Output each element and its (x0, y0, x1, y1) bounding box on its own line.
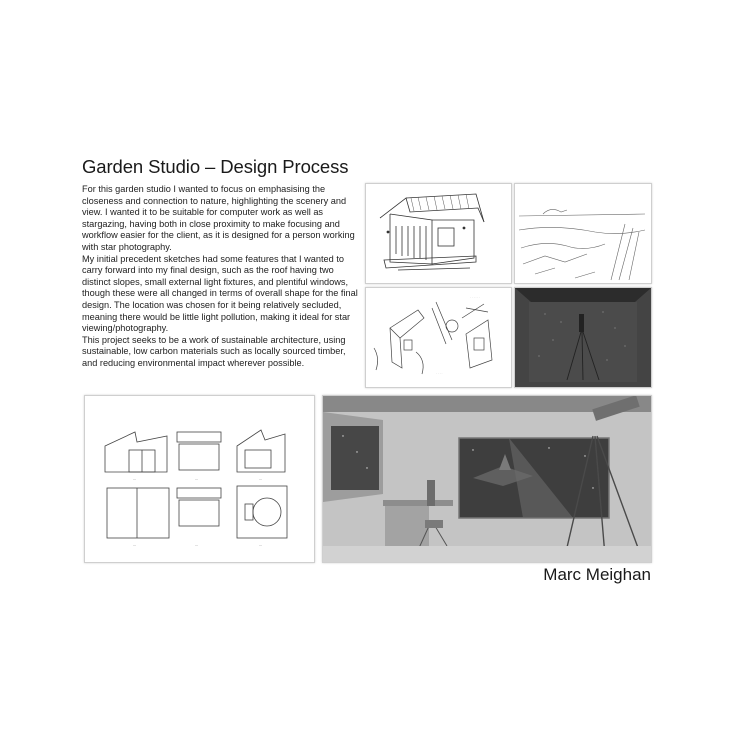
page-title: Garden Studio – Design Process (82, 156, 349, 177)
paragraph-intro: For this garden studio I wanted to focus on emphasising the closeness and connection to nature, highlighting the scenery and view. I wanted it to be suitable for computer work as well as stargazing, having both in close proximity to make focusing and workflow easier for the client, as it is designed for a person working with star photography. (82, 184, 355, 252)
svg-text:—: — (195, 543, 198, 547)
svg-text:—: — (133, 543, 136, 547)
landscape-sketch-image (514, 183, 652, 284)
svg-text:· · · ·: · · · · (436, 371, 443, 375)
author-signature: Marc Meighan (543, 565, 651, 584)
svg-text:—: — (133, 477, 136, 481)
svg-text:—: — (195, 477, 198, 481)
elevations-drawing (85, 396, 314, 562)
svg-text:—: — (259, 477, 262, 481)
interior-render-image (322, 395, 652, 563)
concept-sketches-drawing (366, 288, 511, 387)
paragraph-precedents: My initial precedent sketches had some features that I wanted to carry forward into my final design, such as the roof having two distinct slopes, small external light fixtures, and plentiful windows, though these were all changed in terms of overall shape for the final design. The location was chosen for it being relatively secluded, meaning there would be little light pollution, making it ideal for star viewing/photography. (82, 253, 358, 334)
elevations-image (84, 395, 315, 563)
concept-sketches-image (365, 287, 512, 388)
telescope-night-drawing (515, 288, 651, 387)
interior-render-drawing (323, 396, 651, 562)
landscape-sketch-drawing (515, 184, 651, 283)
paragraph-sustainability: This project seeks to be a work of sustainable architecture, using sustainable, low carbon materials such as locally sourced timber, and reducing environmental impact wherever possible. (82, 334, 346, 368)
svg-text:—: — (259, 543, 262, 547)
svg-text:· · · · · ·: · · · · · · (470, 295, 481, 299)
telescope-night-image (514, 287, 652, 388)
description-text (82, 184, 362, 370)
cabin-sketch-image (365, 183, 512, 284)
cabin-sketch-drawing (366, 184, 511, 283)
